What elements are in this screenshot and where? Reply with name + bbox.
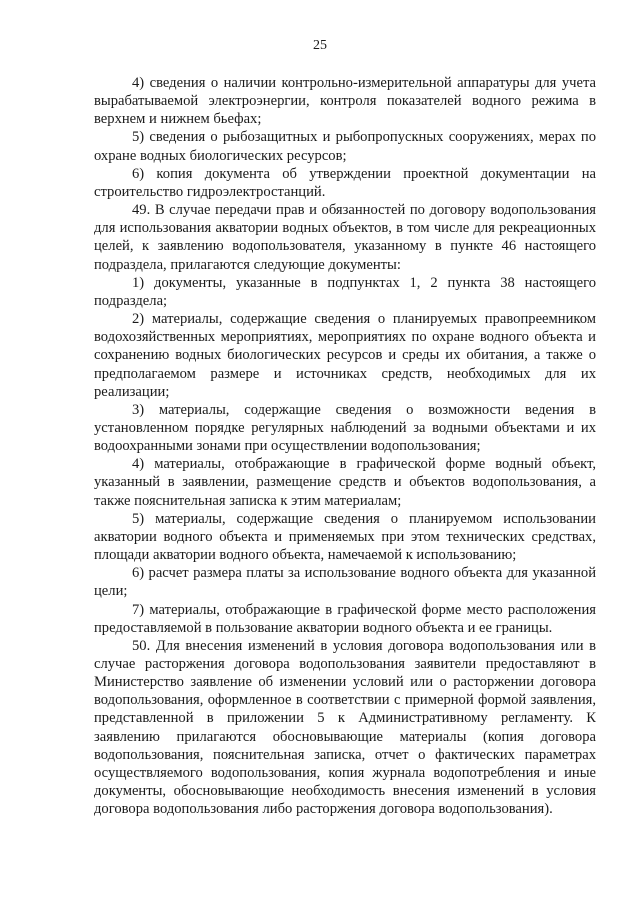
paragraph-item-4-control-equipment: 4) сведения о наличии контрольно-измерительной аппаратуры для учета вырабатываемой электроэнергии, контроля показателей водного режима в верхнем и нижнем бьефах; [94, 75, 596, 128]
paragraph-clause-49-item-3: 3) материалы, содержащие сведения о возможности ведения в установленном порядке регулярных наблюдений за водными объектами и их водоохранными зонами при осуществлении водопользования; [94, 401, 596, 455]
paragraph-clause-49-item-4: 4) материалы, отображающие в графической форме водный объект, указанный в заявлении, размещение средств и объектов водопользования, а также пояснительная записка к этим материалам; [94, 456, 596, 509]
paragraph-clause-49-item-5: 5) материалы, содержащие сведения о планируемом использовании акватории водного объекта и применяемых при этом технических средствах, площади акватории водного объекта, намечаемой к использованию; [94, 510, 596, 564]
paragraph-clause-49-item-2: 2) материалы, содержащие сведения о планируемых правопреемником водохозяйственных мероприятиях, мероприятиях по охране водного объекта и сохранению водных биологических ресурсов и среды их обитания, а также о предполагаемом размере и источниках средств, необходимых для их реализации; [94, 311, 596, 400]
paragraph-clause-49: 49. В случае передачи прав и обязанностей по договору водопользования для использования акватории водных объектов, в том числе для рекреационных целей, к заявлению водопользователя, указанному в пункте 46 настоящего подраздела, прилагаются следующие документы: [94, 202, 596, 273]
page-number: 25 [313, 38, 327, 53]
paragraph-clause-49-item-7: 7) материалы, отображающие в графической форме место расположения предоставляемой в пользование акватории водного объекта и ее границы. [94, 601, 596, 636]
paragraph-clause-50: 50. Для внесения изменений в условия договора водопользования или в случае расторжения договора водопользования заявители предоставляют в Министерство заявление об изменении условий или о расторжении договора водопользования, оформленное в соответствии с примерной формой заявления, представленной в приложении 5 к Административному регламенту. К заявлению прилагаются обосновывающие материалы (копия договора водопользования, пояснительная записка, отчет о фактических параметрах осуществляемого водопользования, копия журнала водопотребления и иные документы, обосновывающие необходимость внесения изменений в условия договора водопользования либо расторжения договора водопользования). [94, 637, 596, 818]
paragraph-clause-49-item-6: 6) расчет размера платы за использование водного объекта для указанной цели; [94, 565, 596, 600]
document-body [94, 74, 596, 818]
paragraph-item-5-fish-protection: 5) сведения о рыбозащитных и рыбопропускных сооружениях, мерах по охране водных биологических ресурсов; [94, 129, 596, 164]
paragraph-clause-49-item-1: 1) документы, указанные в подпунктах 1, 2 пункта 38 настоящего подраздела; [94, 274, 596, 309]
paragraph-item-6-project-approval: 6) копия документа об утверждении проектной документации на строительство гидроэлектростанций. [94, 165, 596, 200]
